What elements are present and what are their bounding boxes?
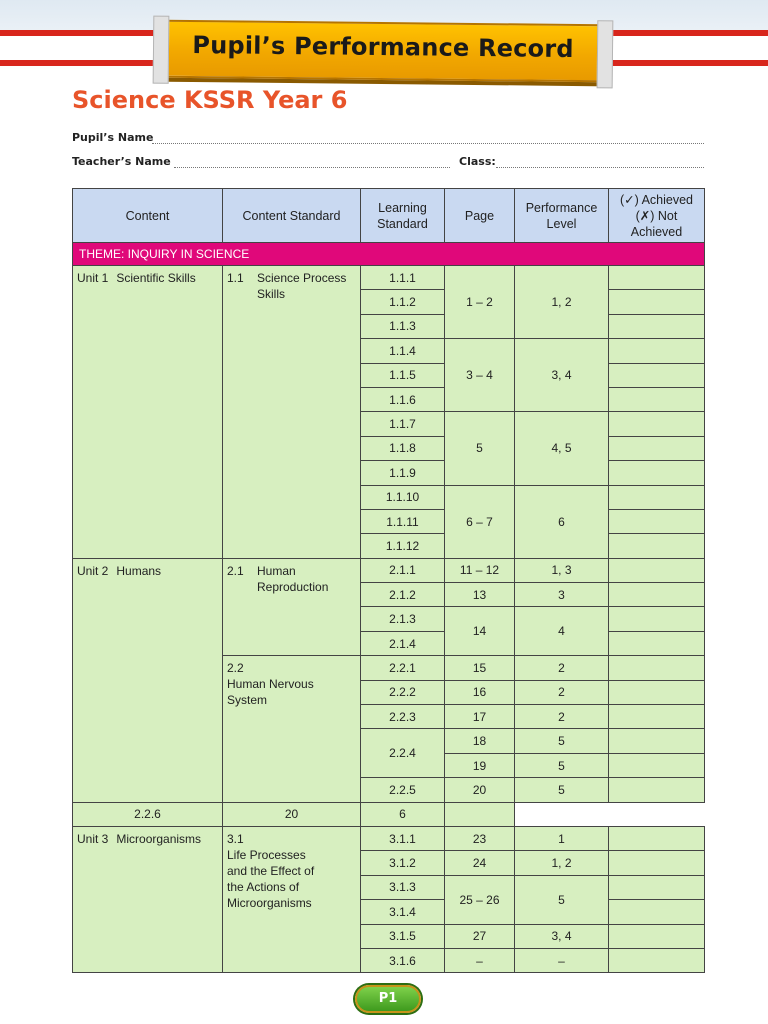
- level-cell: 4, 5: [515, 412, 609, 485]
- learning-standard: 2.2.2: [361, 680, 445, 704]
- learning-standard: 3.1.5: [361, 924, 445, 948]
- unit-cell: [73, 266, 223, 559]
- learning-standard: 1.1.10: [361, 485, 445, 509]
- content-standard-cell: [223, 826, 361, 972]
- table-row: [73, 266, 705, 290]
- achieved-cell[interactable]: [609, 290, 705, 314]
- page-cell: 27: [445, 924, 515, 948]
- achieved-cell[interactable]: [609, 314, 705, 338]
- page-cell: –: [445, 948, 515, 972]
- page-cell: 25 – 26: [445, 875, 515, 924]
- standard-number: 1.1: [227, 271, 244, 285]
- page-cell: 18: [445, 729, 515, 753]
- level-cell: 2: [515, 705, 609, 729]
- learning-standard: 3.1.3: [361, 875, 445, 899]
- page-cell: 24: [445, 851, 515, 875]
- page-cell: 1 – 2: [445, 266, 515, 339]
- achieved-cell[interactable]: [609, 631, 705, 655]
- learning-standard: 2.2.6: [73, 802, 223, 826]
- standard-name: Human Nervous System: [227, 677, 314, 708]
- learning-standard: 2.1.1: [361, 558, 445, 582]
- header-performance-level: Performance Level: [515, 189, 609, 243]
- achieved-cell[interactable]: [609, 753, 705, 777]
- table-row: [73, 558, 705, 582]
- standard-name: Science Process Skills: [257, 271, 347, 301]
- page-cell: 17: [445, 705, 515, 729]
- unit-cell: [73, 826, 223, 972]
- learning-standard: 1.1.9: [361, 461, 445, 485]
- page-cell: 16: [445, 680, 515, 704]
- learning-standard: 2.1.2: [361, 583, 445, 607]
- achieved-cell[interactable]: [609, 485, 705, 509]
- page-cell: 6 – 7: [445, 485, 515, 558]
- standard-name: Life Processes and the Effect of the Actions of Microorganisms: [227, 847, 315, 910]
- level-cell: 5: [515, 753, 609, 777]
- level-cell: 5: [515, 778, 609, 802]
- achieved-cell[interactable]: [609, 948, 705, 972]
- learning-standard: 2.2.3: [361, 705, 445, 729]
- unit-name: Microorganisms: [116, 831, 202, 846]
- learning-standard: 2.1.4: [361, 631, 445, 655]
- teacher-name-label: Teacher’s Name: [72, 155, 171, 168]
- achieved-cell[interactable]: [445, 802, 515, 826]
- achieved-cell[interactable]: [609, 534, 705, 558]
- page-cell: 20: [445, 778, 515, 802]
- achieved-cell[interactable]: [609, 607, 705, 631]
- achieved-cell[interactable]: [609, 656, 705, 680]
- unit-number: Unit 3: [77, 831, 109, 846]
- level-cell: 3, 4: [515, 339, 609, 412]
- page-number-badge: P1: [355, 985, 421, 1013]
- level-cell: 6: [361, 802, 445, 826]
- achieved-cell[interactable]: [609, 558, 705, 582]
- achieved-cell[interactable]: [609, 339, 705, 363]
- achieved-cell[interactable]: [609, 924, 705, 948]
- level-cell: 1, 2: [515, 266, 609, 339]
- level-cell: 3: [515, 583, 609, 607]
- standard-name: Human Reproduction: [257, 563, 329, 594]
- level-cell: 5: [515, 875, 609, 924]
- theme-row: [73, 243, 705, 266]
- page-cell: 11 – 12: [445, 558, 515, 582]
- header-page: Page: [445, 189, 515, 243]
- achieved-cell[interactable]: [609, 875, 705, 899]
- class-label: Class:: [459, 155, 496, 168]
- page-cell: 23: [445, 826, 515, 850]
- class-field[interactable]: [496, 167, 704, 168]
- learning-standard: 2.2.5: [361, 778, 445, 802]
- header-learning-standard: Learning Standard: [361, 189, 445, 243]
- level-cell: –: [515, 948, 609, 972]
- learning-standard: 1.1.11: [361, 509, 445, 533]
- learning-standard: 1.1.12: [361, 534, 445, 558]
- achieved-cell[interactable]: [609, 851, 705, 875]
- page-cell: 20: [223, 802, 361, 826]
- standard-number: 3.1: [227, 831, 244, 846]
- content-standard-cell: [223, 656, 361, 802]
- content-standard-cell: [223, 266, 361, 559]
- page-cell: 3 – 4: [445, 339, 515, 412]
- unit-name: Scientific Skills: [116, 271, 196, 285]
- learning-standard: 2.1.3: [361, 607, 445, 631]
- unit-cell: [73, 558, 223, 802]
- header-banner: [160, 20, 607, 83]
- header-content-standard: Content Standard: [223, 189, 361, 243]
- table-row: [73, 802, 705, 826]
- achieved-cell[interactable]: [609, 826, 705, 850]
- pupil-name-field[interactable]: [152, 143, 704, 144]
- achieved-cell[interactable]: [609, 729, 705, 753]
- subject-title: Science KSSR Year 6: [72, 86, 348, 114]
- level-cell: 4: [515, 607, 609, 656]
- page-heading: Pupil’s Performance Record: [192, 31, 574, 63]
- page-cell: 5: [445, 412, 515, 485]
- header-content: Content: [73, 189, 223, 243]
- level-cell: 5: [515, 729, 609, 753]
- pupil-name-label: Pupil’s Name: [72, 131, 154, 144]
- standard-number: 2.1: [227, 563, 244, 578]
- learning-standard: 1.1.7: [361, 412, 445, 436]
- level-cell: 1, 3: [515, 558, 609, 582]
- page-cell: 14: [445, 607, 515, 656]
- level-cell: 6: [515, 485, 609, 558]
- unit-name: Humans: [116, 563, 162, 578]
- achieved-cell[interactable]: [609, 266, 705, 290]
- standard-number: 2.2: [227, 661, 244, 676]
- learning-standard: 2.2.1: [361, 656, 445, 680]
- level-cell: 1: [515, 826, 609, 850]
- learning-standard: 1.1.4: [361, 339, 445, 363]
- achieved-cell[interactable]: [609, 509, 705, 533]
- learning-standard: 1.1.8: [361, 436, 445, 460]
- unit-number: Unit 2: [77, 563, 109, 578]
- learning-standard: 3.1.2: [361, 851, 445, 875]
- page-cell: 19: [445, 753, 515, 777]
- achieved-cell[interactable]: [609, 900, 705, 924]
- table-header-row: [73, 189, 705, 243]
- learning-standard: 1.1.2: [361, 290, 445, 314]
- achieved-cell[interactable]: [609, 363, 705, 387]
- achieved-cell[interactable]: [609, 412, 705, 436]
- table-row: [73, 826, 705, 850]
- page-cell: 13: [445, 583, 515, 607]
- learning-standard: 1.1.5: [361, 363, 445, 387]
- achieved-cell[interactable]: [609, 705, 705, 729]
- level-cell: 2: [515, 680, 609, 704]
- learning-standard: 1.1.6: [361, 387, 445, 411]
- teacher-name-field[interactable]: [174, 167, 450, 168]
- achieved-cell[interactable]: [609, 436, 705, 460]
- achieved-cell[interactable]: [609, 387, 705, 411]
- achieved-cell[interactable]: [609, 778, 705, 802]
- header-achieved: (✓) Achieved (✗) Not Achieved: [609, 189, 705, 243]
- learning-standard: 3.1.4: [361, 900, 445, 924]
- unit-number: Unit 1: [77, 271, 109, 285]
- learning-standard: 2.2.4: [361, 729, 445, 778]
- content-standard-cell: [223, 558, 361, 656]
- learning-standard: 3.1.6: [361, 948, 445, 972]
- level-cell: 2: [515, 656, 609, 680]
- achieved-cell[interactable]: [609, 461, 705, 485]
- learning-standard: 1.1.1: [361, 266, 445, 290]
- page-cell: 15: [445, 656, 515, 680]
- learning-standard: 1.1.3: [361, 314, 445, 338]
- theme-label: THEME: INQUIRY IN SCIENCE: [73, 243, 705, 266]
- level-cell: 3, 4: [515, 924, 609, 948]
- level-cell: 1, 2: [515, 851, 609, 875]
- achieved-cell[interactable]: [609, 680, 705, 704]
- achieved-cell[interactable]: [609, 583, 705, 607]
- learning-standard: 3.1.1: [361, 826, 445, 850]
- performance-table: [72, 188, 705, 973]
